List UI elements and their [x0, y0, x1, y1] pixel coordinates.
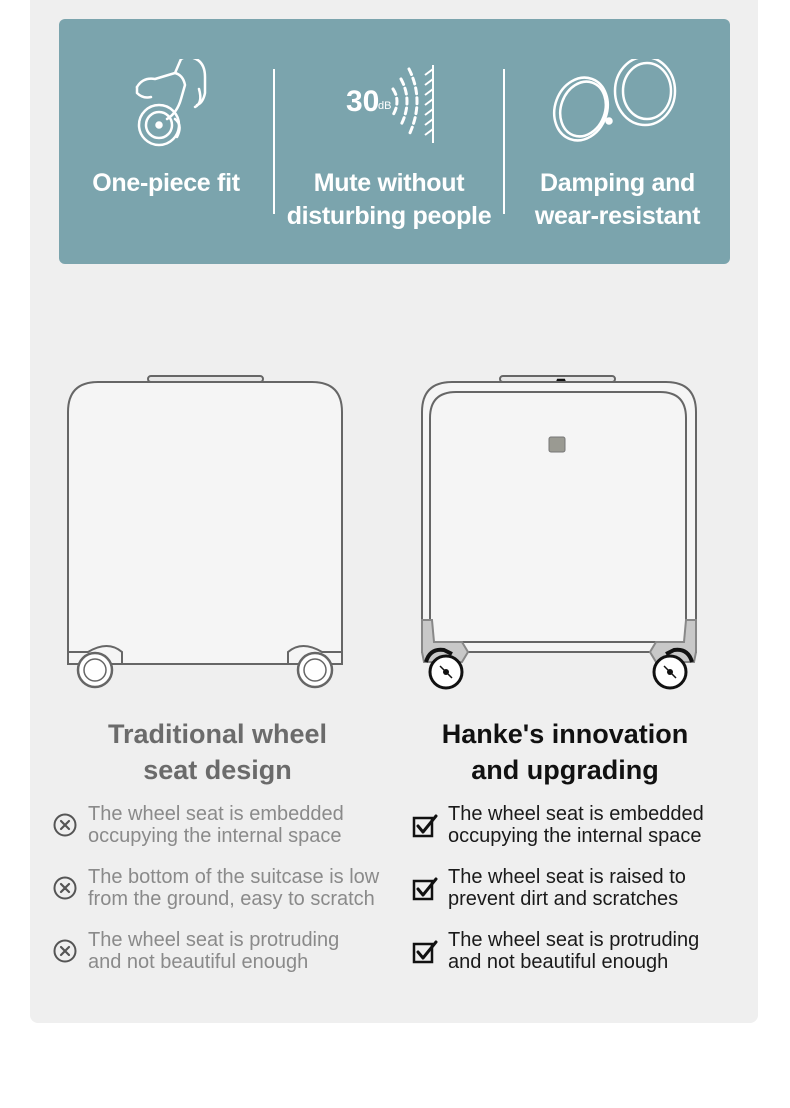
- mute-sound-icon: [275, 59, 503, 159]
- traditional-list-item: [52, 803, 344, 847]
- feature-one-piece-fit: [59, 19, 273, 264]
- innovation-list-item: [412, 929, 699, 973]
- feature-mute: [275, 19, 503, 264]
- traditional-suitcase-illustration: [60, 370, 360, 700]
- innovation-list-item: [412, 803, 704, 847]
- innovation-list-item: [412, 866, 686, 910]
- innovation-item-text: The wheel seat is raised to prevent dirt and scratches: [448, 866, 686, 910]
- traditional-item-text: The bottom of the suitcase is low from the ground, easy to scratch: [88, 866, 380, 910]
- traditional-title: Traditional wheel seat design: [107, 719, 328, 785]
- innovation-item-text: The wheel seat is embedded occupying the internal space: [448, 803, 704, 847]
- innovation-item-text: The wheel seat is protruding and not beautiful enough: [448, 929, 700, 973]
- traditional-list-item: [52, 866, 379, 910]
- checkbox-check-icon: [412, 812, 438, 838]
- wheel-fit-icon: [59, 59, 273, 159]
- checkbox-check-icon: [412, 875, 438, 901]
- hanke-suitcase-illustration: [412, 370, 712, 700]
- traditional-item-text: The wheel seat is protruding and not beautiful enough: [88, 929, 340, 973]
- traditional-item-text: The wheel seat is embedded occupying the internal space: [88, 803, 344, 847]
- feature-label: One-piece fit: [92, 169, 240, 197]
- x-circle-icon: [52, 938, 78, 964]
- checkbox-check-icon: [412, 938, 438, 964]
- db-value: 30: [346, 85, 380, 118]
- x-circle-icon: [52, 875, 78, 901]
- feature-banner: [59, 19, 730, 264]
- traditional-list-item: [52, 929, 339, 973]
- innovation-title: Hanke's innovation and upgrading: [441, 719, 689, 785]
- feature-label: Damping and wear-resistant: [534, 169, 701, 230]
- x-circle-icon: [52, 812, 78, 838]
- feature-label: Mute without disturbing people: [286, 169, 492, 230]
- db-unit: dB: [378, 100, 392, 112]
- feature-damping: [505, 19, 730, 264]
- damping-ring-icon: [505, 59, 730, 159]
